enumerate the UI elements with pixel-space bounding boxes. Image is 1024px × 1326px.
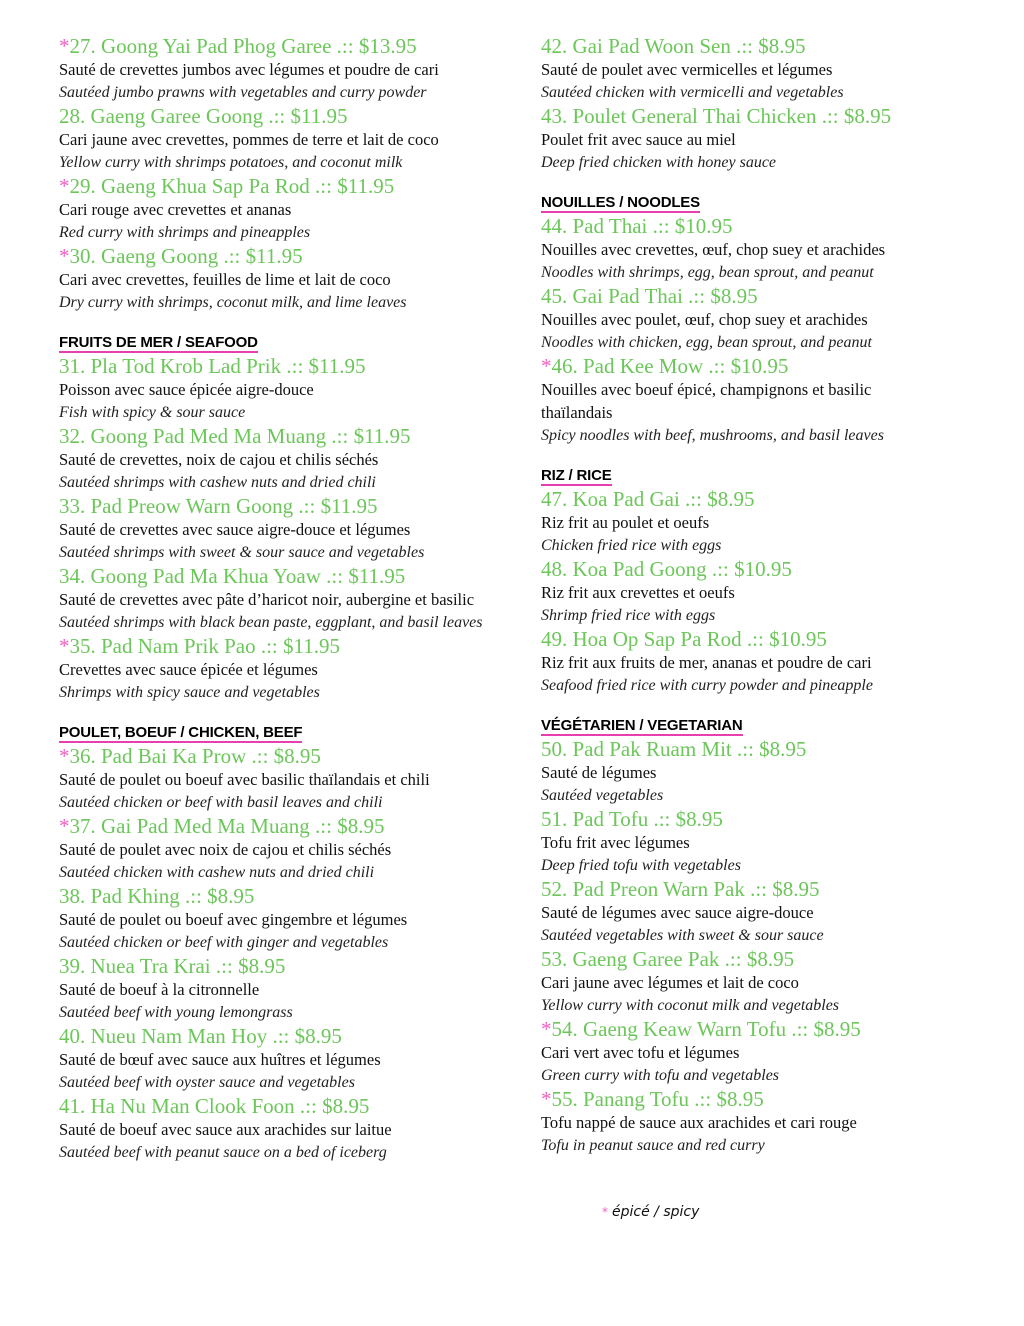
item-title (541, 947, 941, 971)
item-name-price: 45. Gai Pad Thai .:: $8.95 (541, 284, 758, 308)
item-description-fr: Cari vert avec tofu et légumes (541, 1043, 740, 1062)
menu-item (541, 627, 941, 697)
item-name-price: 41. Ha Nu Man Clook Foon .:: $8.95 (59, 1094, 370, 1118)
item-description-en: Fish with spicy & sour sauce (59, 404, 246, 421)
item-description-en: Sautéed vegetables (541, 787, 664, 804)
item-title (59, 634, 484, 658)
item-name-price: 44. Pad Thai .:: $10.95 (541, 214, 733, 238)
menu-item (59, 1024, 484, 1094)
section-heading: POULET, BOEUF / CHICKEN, BEEF (59, 724, 303, 741)
item-description-en: Sautéed chicken with vermicelli and vegetables (541, 84, 844, 101)
item-description-fr: Cari rouge avec crevettes et ananas (59, 200, 292, 219)
item-title (541, 487, 941, 511)
item-description-en: Spicy noodles with beef, mushrooms, and basil leaves (541, 427, 884, 444)
item-title (541, 1017, 941, 1041)
item-name-price: 51. Pad Tofu .:: $8.95 (541, 807, 723, 831)
item-description-fr: Tofu nappé de sauce aux arachides et cari rouge (541, 1113, 857, 1132)
item-description-en: Noodles with chicken, egg, bean sprout, and peanut (541, 334, 872, 351)
section-heading: RIZ / RICE (541, 467, 612, 484)
item-title (541, 557, 941, 581)
item-name-price: 37. Gai Pad Med Ma Muang .:: $8.95 (69, 814, 385, 838)
menu-item (59, 634, 484, 704)
menu-item (59, 424, 484, 494)
menu-section (541, 465, 941, 697)
item-name-price: 35. Pad Nam Prik Pao .:: $11.95 (69, 634, 340, 658)
menu-item (541, 1087, 941, 1157)
item-description-en: Shrimp fried rice with eggs (541, 607, 716, 624)
item-title (541, 214, 941, 238)
item-description-fr: Sauté de crevettes, noix de cajou et chilis séchés (59, 450, 379, 469)
item-description-fr: Poulet frit avec sauce au miel (541, 130, 736, 149)
section-heading: NOUILLES / NOODLES (541, 194, 700, 211)
item-description-fr: Riz frit aux fruits de mer, ananas et poudre de cari (541, 653, 872, 672)
item-title (541, 104, 941, 128)
item-title (541, 354, 941, 378)
item-name-price: 46. Pad Kee Mow .:: $10.95 (551, 354, 789, 378)
menu-item (541, 947, 941, 1017)
menu-item (59, 1094, 484, 1164)
menu-item (541, 487, 941, 557)
spicy-star-icon: * (541, 1017, 552, 1041)
item-name-price: 49. Hoa Op Sap Pa Rod .:: $10.95 (541, 627, 827, 651)
menu-item (59, 494, 484, 564)
item-description-fr: Sauté de crevettes jumbos avec légumes et poudre de cari (59, 60, 439, 79)
menu-section (541, 34, 941, 174)
menu-item (59, 174, 484, 244)
item-title (59, 814, 484, 838)
item-title (59, 34, 484, 58)
item-description-en: Shrimps with spicy sauce and vegetables (59, 684, 320, 701)
item-title (59, 104, 484, 128)
item-name-price: 39. Nuea Tra Krai .:: $8.95 (59, 954, 286, 978)
item-title (59, 564, 484, 588)
item-description-en: Sautéed vegetables with sweet & sour sauce (541, 927, 824, 944)
item-description-en: Dry curry with shrimps, coconut milk, and lime leaves (59, 294, 407, 311)
item-description-en: Noodles with shrimps, egg, bean sprout, and peanut (541, 264, 874, 281)
item-description-en: Deep fried tofu with vegetables (541, 857, 741, 874)
spicy-star-icon: * (541, 354, 552, 378)
item-name-price: 53. Gaeng Garee Pak .:: $8.95 (541, 947, 795, 971)
item-title (59, 954, 484, 978)
item-title (59, 494, 484, 518)
item-description-en: Chicken fried rice with eggs (541, 537, 722, 554)
item-name-price: 55. Panang Tofu .:: $8.95 (551, 1087, 764, 1111)
item-description-en: Sautéed shrimps with cashew nuts and dried chili (59, 474, 376, 491)
item-title (541, 34, 941, 58)
item-title (59, 354, 484, 378)
item-description-en: Deep fried chicken with honey sauce (541, 154, 777, 171)
menu-item (541, 354, 941, 447)
menu-item (541, 104, 941, 174)
item-description-en: Sautéed chicken with cashew nuts and dried chili (59, 864, 375, 881)
menu-item (59, 884, 484, 954)
item-description-fr: Sauté de boeuf à la citronnelle (59, 980, 260, 999)
item-description-fr: Sauté de boeuf avec sauce aux arachides sur laitue (59, 1120, 392, 1139)
item-title (59, 884, 484, 908)
item-description-en: Sautéed shrimps with sweet & sour sauce and vegetables (59, 544, 425, 561)
item-name-price: 29. Gaeng Khua Sap Pa Rod .:: $11.95 (69, 174, 395, 198)
item-name-price: 42. Gai Pad Woon Sen .:: $8.95 (541, 34, 806, 58)
menu-column-left (59, 34, 484, 1164)
item-description-en: Green curry with tofu and vegetables (541, 1067, 780, 1084)
spicy-legend (602, 1204, 699, 1220)
menu-item (59, 34, 484, 104)
item-title (541, 877, 941, 901)
item-name-price: 40. Nueu Nam Man Hoy .:: $8.95 (59, 1024, 342, 1048)
menu-item (59, 354, 484, 424)
item-description-fr: Riz frit aux crevettes et oeufs (541, 583, 735, 602)
menu-item (541, 284, 941, 354)
item-description-en: Red curry with shrimps and pineapples (59, 224, 311, 241)
item-name-price: 28. Gaeng Garee Goong .:: $11.95 (59, 104, 348, 128)
item-description-fr: Nouilles avec boeuf épicé, champignons et basilic thaïlandais (541, 380, 872, 422)
item-description-fr: Sauté de poulet avec noix de cajou et chilis séchés (59, 840, 392, 859)
item-description-fr: Crevettes avec sauce épicée et légumes (59, 660, 318, 679)
item-description-fr: Sauté de crevettes avec pâte d’haricot noir, aubergine et basilic (59, 590, 475, 609)
spicy-star-icon: * (59, 634, 70, 658)
item-description-fr: Sauté de poulet avec vermicelles et légumes (541, 60, 833, 79)
item-name-price: 31. Pla Tod Krob Lad Prik .:: $11.95 (59, 354, 366, 378)
spicy-star-icon: * (59, 814, 70, 838)
item-title (59, 244, 484, 268)
item-title (541, 284, 941, 308)
item-description-fr: Tofu frit avec légumes (541, 833, 690, 852)
item-name-price: 54. Gaeng Keaw Warn Tofu .:: $8.95 (551, 1017, 861, 1041)
item-description-fr: Nouilles avec poulet, œuf, chop suey et arachides (541, 310, 868, 329)
menu-item (541, 1017, 941, 1087)
menu-item (59, 104, 484, 174)
menu-item (59, 954, 484, 1024)
item-title (541, 807, 941, 831)
item-description-fr: Poisson avec sauce épicée aigre-douce (59, 380, 314, 399)
item-name-price: 48. Koa Pad Goong .:: $10.95 (541, 557, 792, 581)
item-name-price: 36. Pad Bai Ka Prow .:: $8.95 (69, 744, 321, 768)
item-name-price: 34. Goong Pad Ma Khua Yoaw .:: $11.95 (59, 564, 406, 588)
spicy-star-icon: * (602, 1205, 608, 1219)
menu-item (541, 557, 941, 627)
menu-item (59, 814, 484, 884)
item-description-fr: Sauté de légumes (541, 763, 657, 782)
item-title (541, 1087, 941, 1111)
menu-section (59, 34, 484, 314)
item-title (59, 174, 484, 198)
item-name-price: 43. Poulet General Thai Chicken .:: $8.95 (541, 104, 892, 128)
menu-item (541, 807, 941, 877)
spicy-star-icon: * (59, 174, 70, 198)
menu-section (59, 722, 484, 1164)
menu-section (541, 715, 941, 1157)
menu-item (59, 744, 484, 814)
item-name-price: 50. Pad Pak Ruam Mit .:: $8.95 (541, 737, 807, 761)
menu-item (59, 564, 484, 634)
spicy-star-icon: * (59, 34, 70, 58)
spicy-star-icon: * (541, 1087, 552, 1111)
item-name-price: 27. Goong Yai Pad Phog Garee .:: $13.95 (69, 34, 417, 58)
menu-section (541, 192, 941, 447)
item-title (541, 627, 941, 651)
item-title (59, 1094, 484, 1118)
item-description-en: Tofu in peanut sauce and red curry (541, 1137, 765, 1154)
menu-item (541, 877, 941, 947)
menu-item (541, 34, 941, 104)
item-description-fr: Sauté de crevettes avec sauce aigre-douce et légumes (59, 520, 411, 539)
item-description-fr: Cari jaune avec légumes et lait de coco (541, 973, 799, 992)
item-description-en: Sautéed chicken or beef with basil leaves and chili (59, 794, 383, 811)
menu-item (541, 737, 941, 807)
item-name-price: 32. Goong Pad Med Ma Muang .:: $11.95 (59, 424, 411, 448)
item-name-price: 38. Pad Khing .:: $8.95 (59, 884, 255, 908)
item-description-fr: Nouilles avec crevettes, œuf, chop suey et arachides (541, 240, 886, 259)
item-description-en: Seafood fried rice with curry powder and pineapple (541, 677, 873, 694)
item-description-en: Sautéed beef with peanut sauce on a bed of iceberg (59, 1144, 387, 1161)
item-description-fr: Riz frit au poulet et oeufs (541, 513, 710, 532)
item-description-fr: Sauté de légumes avec sauce aigre-douce (541, 903, 814, 922)
item-description-fr: Sauté de bœuf avec sauce aux huîtres et légumes (59, 1050, 381, 1069)
item-name-price: 47. Koa Pad Gai .:: $8.95 (541, 487, 755, 511)
item-name-price: 52. Pad Preon Warn Pak .:: $8.95 (541, 877, 820, 901)
menu-section (59, 332, 484, 704)
menu-column-right (541, 34, 941, 1157)
item-description-en: Sautéed shrimps with black bean paste, eggplant, and basil leaves (59, 614, 483, 631)
item-title (541, 737, 941, 761)
item-title (59, 744, 484, 768)
legend-text: épicé / spicy (612, 1204, 700, 1220)
item-description-en: Yellow curry with coconut milk and vegetables (541, 997, 840, 1014)
item-description-en: Sautéed jumbo prawns with vegetables and curry powder (59, 84, 427, 101)
item-name-price: 33. Pad Preow Warn Goong .:: $11.95 (59, 494, 378, 518)
item-description-fr: Sauté de poulet ou boeuf avec basilic thaïlandais et chili (59, 770, 430, 789)
item-description-fr: Cari avec crevettes, feuilles de lime et lait de coco (59, 270, 391, 289)
spicy-star-icon: * (59, 744, 70, 768)
item-title (59, 424, 484, 448)
item-description-en: Sautéed beef with oyster sauce and vegetables (59, 1074, 355, 1091)
item-name-price: 30. Gaeng Goong .:: $11.95 (69, 244, 303, 268)
section-heading: FRUITS DE MER / SEAFOOD (59, 334, 258, 351)
spicy-star-icon: * (59, 244, 70, 268)
menu-item (59, 244, 484, 314)
item-description-fr: Cari jaune avec crevettes, pommes de terre et lait de coco (59, 130, 439, 149)
menu-item (541, 214, 941, 284)
item-description-fr: Sauté de poulet ou boeuf avec gingembre et légumes (59, 910, 408, 929)
item-description-en: Yellow curry with shrimps potatoes, and coconut milk (59, 154, 403, 171)
item-title (59, 1024, 484, 1048)
item-description-en: Sautéed beef with young lemongrass (59, 1004, 293, 1021)
section-heading: VÉGÉTARIEN / VEGETARIAN (541, 717, 743, 734)
item-description-en: Sautéed chicken or beef with ginger and vegetables (59, 934, 389, 951)
